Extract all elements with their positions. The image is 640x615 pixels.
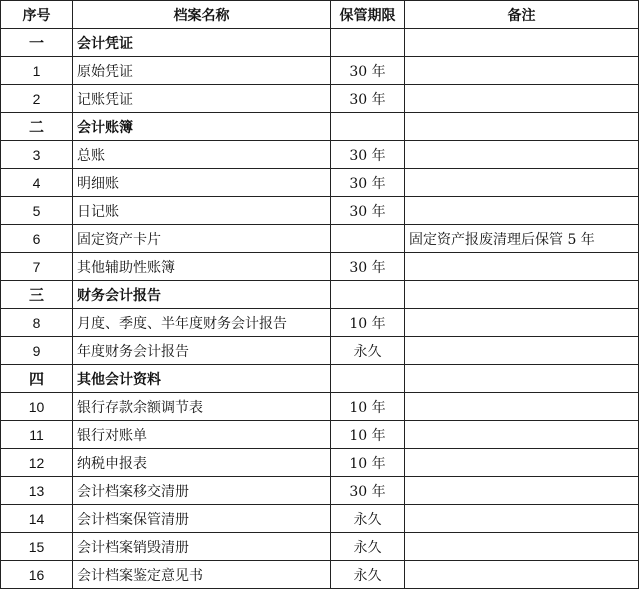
retention-period-cell [331, 365, 405, 393]
retention-period-cell: 30 年 [331, 169, 405, 197]
row-number-cell: 5 [1, 197, 73, 225]
remark-cell [405, 141, 639, 169]
section-row [1, 365, 639, 393]
table-row [1, 449, 639, 477]
row-number-cell: 4 [1, 169, 73, 197]
retention-period-cell: 10 年 [331, 449, 405, 477]
table-row [1, 505, 639, 533]
retention-period-cell: 30 年 [331, 477, 405, 505]
retention-period-cell [331, 281, 405, 309]
table-row [1, 57, 639, 85]
archive-name-cell: 其他辅助性账簿 [73, 253, 331, 281]
row-number-cell: 1 [1, 57, 73, 85]
remark-cell [405, 365, 639, 393]
retention-period-cell: 永久 [331, 533, 405, 561]
table-row [1, 337, 639, 365]
retention-period-cell: 30 年 [331, 141, 405, 169]
archive-name-cell: 财务会计报告 [73, 281, 331, 309]
retention-period-cell [331, 29, 405, 57]
remark-cell [405, 309, 639, 337]
retention-period-cell [331, 113, 405, 141]
section-row [1, 113, 639, 141]
remark-cell [405, 113, 639, 141]
section-row [1, 281, 639, 309]
archive-name-cell: 原始凭证 [73, 57, 331, 85]
table-row [1, 393, 639, 421]
row-number-cell: 三 [1, 281, 73, 309]
table-row [1, 309, 639, 337]
table-row [1, 85, 639, 113]
retention-period-cell: 永久 [331, 337, 405, 365]
row-number-cell: 10 [1, 393, 73, 421]
row-number-cell: 14 [1, 505, 73, 533]
table-row [1, 225, 639, 253]
table-header-row [1, 1, 639, 29]
remark-cell [405, 281, 639, 309]
retention-period-cell: 永久 [331, 505, 405, 533]
row-number-cell: 8 [1, 309, 73, 337]
row-number-cell: 12 [1, 449, 73, 477]
retention-period-cell: 10 年 [331, 309, 405, 337]
table-body [1, 29, 639, 589]
header-period: 保管期限 [331, 1, 405, 29]
remark-cell [405, 561, 639, 589]
table-row [1, 197, 639, 225]
archive-name-cell: 会计档案移交清册 [73, 477, 331, 505]
table-row [1, 253, 639, 281]
retention-period-cell: 30 年 [331, 253, 405, 281]
retention-period-cell: 10 年 [331, 421, 405, 449]
archive-name-cell: 明细账 [73, 169, 331, 197]
row-number-cell: 16 [1, 561, 73, 589]
remark-cell [405, 85, 639, 113]
archive-name-cell: 会计凭证 [73, 29, 331, 57]
retention-period-cell: 30 年 [331, 197, 405, 225]
row-number-cell: 7 [1, 253, 73, 281]
table-row [1, 421, 639, 449]
row-number-cell: 11 [1, 421, 73, 449]
header-name: 档案名称 [73, 1, 331, 29]
archive-name-cell: 其他会计资料 [73, 365, 331, 393]
archive-name-cell: 月度、季度、半年度财务会计报告 [73, 309, 331, 337]
remark-cell [405, 393, 639, 421]
archive-name-cell: 会计档案销毁清册 [73, 533, 331, 561]
retention-period-cell: 30 年 [331, 57, 405, 85]
row-number-cell: 13 [1, 477, 73, 505]
row-number-cell: 3 [1, 141, 73, 169]
archive-name-cell: 固定资产卡片 [73, 225, 331, 253]
remark-cell [405, 337, 639, 365]
remark-cell [405, 253, 639, 281]
archive-name-cell: 年度财务会计报告 [73, 337, 331, 365]
retention-period-cell [331, 225, 405, 253]
archive-name-cell: 银行存款余额调节表 [73, 393, 331, 421]
row-number-cell: 四 [1, 365, 73, 393]
archive-name-cell: 银行对账单 [73, 421, 331, 449]
section-row [1, 29, 639, 57]
row-number-cell: 6 [1, 225, 73, 253]
remark-cell [405, 449, 639, 477]
table-row [1, 477, 639, 505]
archive-name-cell: 会计档案保管清册 [73, 505, 331, 533]
archive-name-cell: 纳税申报表 [73, 449, 331, 477]
remark-cell [405, 421, 639, 449]
remark-cell [405, 477, 639, 505]
row-number-cell: 9 [1, 337, 73, 365]
row-number-cell: 一 [1, 29, 73, 57]
retention-period-cell: 30 年 [331, 85, 405, 113]
archive-name-cell: 会计账簿 [73, 113, 331, 141]
row-number-cell: 15 [1, 533, 73, 561]
remark-cell [405, 505, 639, 533]
row-number-cell: 二 [1, 113, 73, 141]
archive-name-cell: 会计档案鉴定意见书 [73, 561, 331, 589]
remark-cell [405, 29, 639, 57]
remark-cell [405, 57, 639, 85]
archive-name-cell: 记账凭证 [73, 85, 331, 113]
remark-cell: 固定资产报废清理后保管 5 年 [405, 225, 639, 253]
retention-period-cell: 10 年 [331, 393, 405, 421]
table-row [1, 533, 639, 561]
row-number-cell: 2 [1, 85, 73, 113]
header-note: 备注 [405, 1, 639, 29]
remark-cell [405, 169, 639, 197]
table-row [1, 169, 639, 197]
header-no: 序号 [1, 1, 73, 29]
remark-cell [405, 533, 639, 561]
retention-period-cell: 永久 [331, 561, 405, 589]
archive-name-cell: 日记账 [73, 197, 331, 225]
table-row [1, 561, 639, 589]
remark-cell [405, 197, 639, 225]
archive-name-cell: 总账 [73, 141, 331, 169]
table-row [1, 141, 639, 169]
